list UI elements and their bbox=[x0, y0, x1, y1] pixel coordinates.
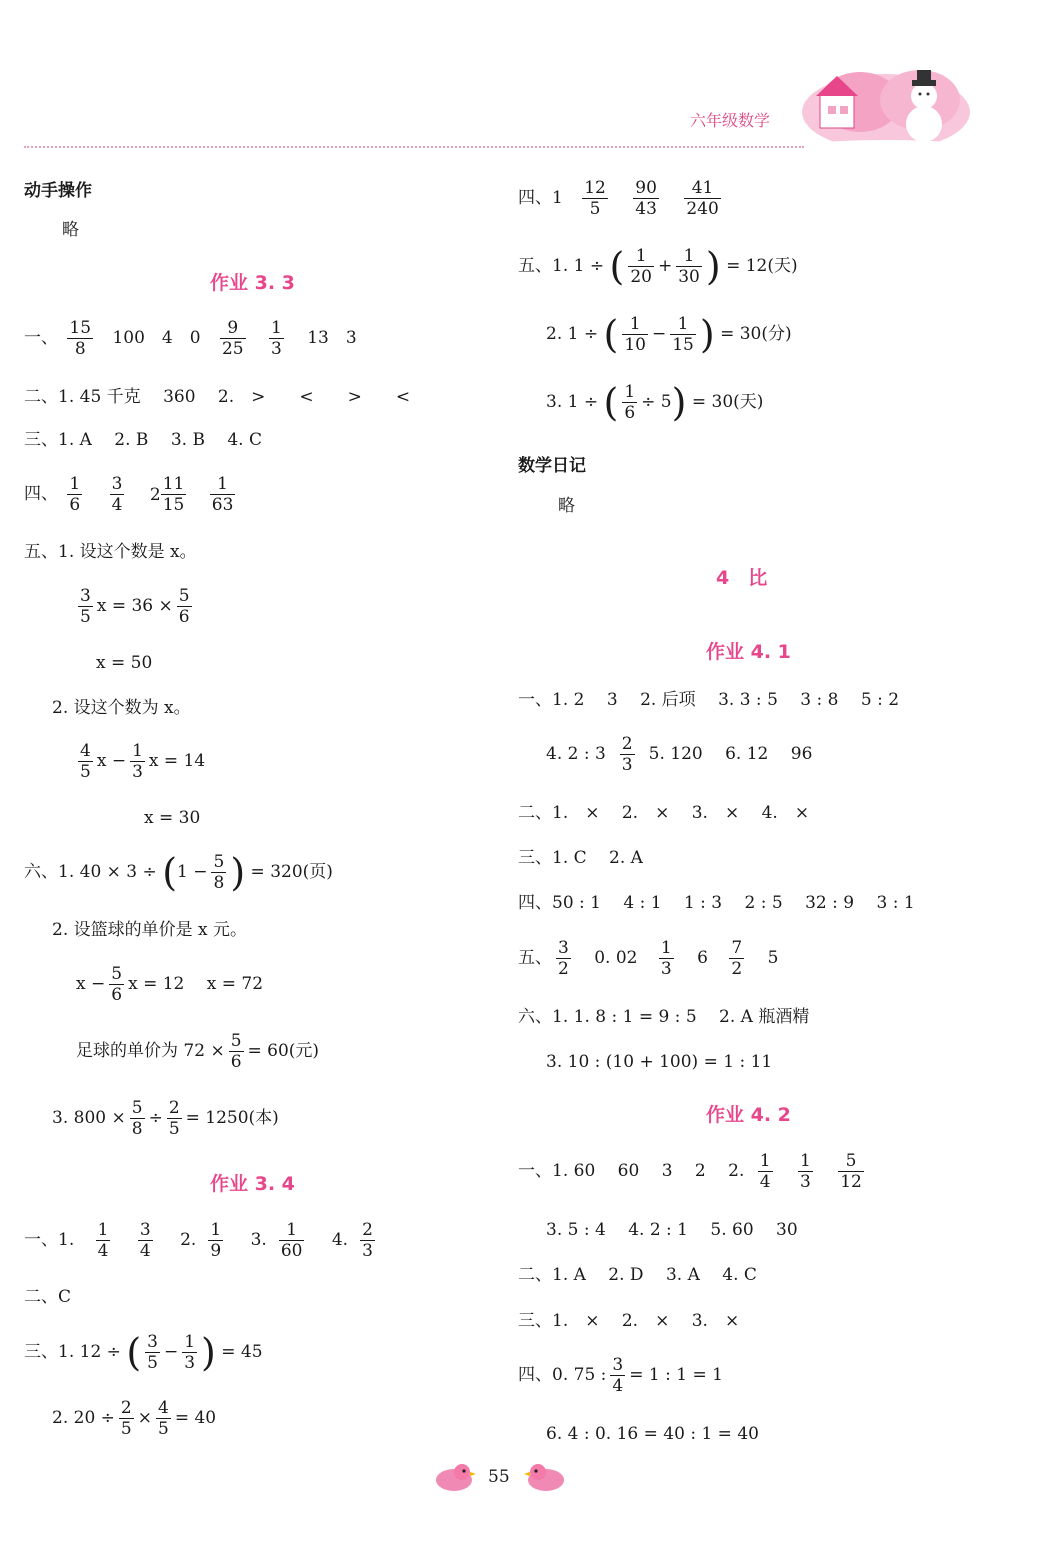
answer-row-h34-san-2: 2. 20 ÷ $\frac{2}{5}$ × $\frac{4}{5}$ = 40 bbox=[52, 1398, 217, 1439]
answer-row-r-wu-1: 五、1. 1 ÷ ( $\frac{1}{20}$ + $\frac{1}{30}$ ) = 12(天) bbox=[518, 244, 798, 289]
homework-4-1-heading: 作业 4. 1 bbox=[706, 641, 791, 663]
answer-row-42-si-b: 6. 4 : 0. 16 = 40 : 1 = 40 bbox=[546, 1424, 759, 1444]
answer-row-wu-2: 2. 设这个数为 x。 bbox=[52, 698, 191, 718]
bird-right-icon bbox=[524, 1462, 568, 1494]
answer-omitted: 略 bbox=[558, 496, 575, 516]
answer-row-41-wu: 五、 $\frac{3}{2}$ 0. 02 $\frac{1}{3}$ 6 $\frac{7}{2}$ 5 bbox=[518, 938, 779, 979]
header-title: 六年级数学 bbox=[690, 111, 771, 130]
answer-row-san: 三、1. A 2. B 3. B 4. C bbox=[24, 430, 262, 450]
answer-row-h34-yi: 一、1. $\frac{1}{4}$ $\frac{3}{4}$ 2. $\frac{1}{9}$ 3. $\frac{1}{60}$ 4. $\frac{2}{3}$ bbox=[24, 1220, 373, 1261]
answer-row-42-yi-b: 3. 5 : 4 4. 2 : 1 5. 60 30 bbox=[546, 1220, 798, 1240]
answer-row-41-liu: 六、1. 1. 8 : 1 = 9 : 5 2. A 瓶酒精 bbox=[518, 1007, 810, 1027]
section-dong-shou: 动手操作 bbox=[24, 181, 92, 201]
snowman-illustration bbox=[800, 62, 972, 152]
answer-row-41-san: 三、1. C 2. A bbox=[518, 848, 643, 868]
equation: x = 50 bbox=[96, 653, 153, 673]
answer-row-liu-3: 3. 800 × $\frac{5}{8}$ ÷ $\frac{2}{5}$ = 1250(本) bbox=[52, 1098, 279, 1139]
answer-row-41-yi: 一、1. 2 3 2. 后项 3. 3 : 5 3 : 8 5 : 2 bbox=[518, 690, 900, 710]
answer-row-r-wu-3: 3. 1 ÷ ( $\frac{1}{6}$ ÷ 5) = 30(天) bbox=[546, 380, 764, 425]
equation: x − $\frac{5}{6}$ x = 12 x = 72 bbox=[76, 964, 264, 1005]
answer-omitted: 略 bbox=[62, 220, 79, 240]
section-math-diary: 数学日记 bbox=[518, 456, 586, 476]
page-number: 55 bbox=[488, 1467, 510, 1487]
fraction: $\frac{1}{3}$ bbox=[271, 318, 282, 359]
answer-row-41-er: 二、1. × 2. × 3. × 4. × bbox=[518, 803, 810, 823]
equation: 足球的单价为 72 × $\frac{5}{6}$ = 60(元) bbox=[76, 1031, 320, 1072]
homework-3-4-heading: 作业 3. 4 bbox=[210, 1173, 295, 1195]
answer-row-h34-san: 三、1. 12 ÷ ( $\frac{3}{5}$ − $\frac{1}{3}$ ) = 45 bbox=[24, 1330, 263, 1375]
chapter-4-heading: 4 比 bbox=[716, 567, 768, 589]
answer-row-42-si: 四、0. 75 : $\frac{3}{4}$ = 1 : 1 = 1 bbox=[518, 1355, 723, 1396]
homework-4-2-heading: 作业 4. 2 bbox=[706, 1104, 791, 1126]
answer-row-wu-1: 五、1. 设这个数是 x。 bbox=[24, 542, 197, 562]
answer-row-41-yi-b: 4. 2 : 3 $\frac{2}{3}$ 5. 120 6. 12 96 bbox=[546, 734, 813, 775]
fraction: $\frac{9}{25}$ bbox=[221, 318, 244, 359]
answer-row-r-si: 四、1 $\frac{12}{5}$ $\frac{90}{43}$ $\frac{41}{240}$ bbox=[518, 178, 719, 219]
answer-row-41-liu-3: 3. 10 : (10 + 100) = 1 : 11 bbox=[546, 1052, 773, 1072]
equation: $\frac{4}{5}$ x − $\frac{1}{3}$ x = 14 bbox=[80, 741, 206, 782]
answer-row-42-er: 二、1. A 2. D 3. A 4. C bbox=[518, 1265, 757, 1285]
answer-row-si: 四、 $\frac{1}{6}$ $\frac{3}{4}$ 2 $\frac{11}{15}$ $\frac{1}{63}$ bbox=[24, 474, 234, 515]
answer-row-r-wu-2: 2. 1 ÷ ( $\frac{1}{10}$ − $\frac{1}{15}$ ) = 30(分) bbox=[546, 312, 792, 357]
answer-row-liu-1: 六、1. 40 × 3 ÷ (1 − $\frac{5}{8}$ ) = 320(页) bbox=[24, 850, 333, 895]
fraction: $\frac{15}{8}$ bbox=[69, 318, 92, 359]
answer-row-er: 二、1. 45 千克 360 2. > < > < bbox=[24, 387, 411, 407]
answer-row-yi: 一、 $\frac{15}{8}$ 100 4 0 $\frac{9}{25}$ $\frac{1}{3}$ 13 3 bbox=[24, 318, 357, 359]
bird-left-icon bbox=[432, 1462, 476, 1494]
header-rule bbox=[24, 146, 804, 148]
equation: $\frac{3}{5}$ x = 36 × $\frac{5}{6}$ bbox=[80, 586, 190, 627]
homework-3-3-heading: 作业 3. 3 bbox=[210, 272, 295, 294]
answer-row-42-yi: 一、1. 60 60 3 2 2. $\frac{1}{4}$ $\frac{1}{3}$ $\frac{5}{12}$ bbox=[518, 1151, 862, 1192]
answer-row-42-san: 三、1. × 2. × 3. × bbox=[518, 1311, 740, 1331]
equation: x = 30 bbox=[144, 808, 201, 828]
answer-row-41-si: 四、50 : 1 4 : 1 1 : 3 2 : 5 32 : 9 3 : 1 bbox=[518, 893, 915, 913]
answer-row-liu-2: 2. 设篮球的单价是 x 元。 bbox=[52, 920, 248, 940]
answer-row-h34-er: 二、C bbox=[24, 1287, 72, 1307]
